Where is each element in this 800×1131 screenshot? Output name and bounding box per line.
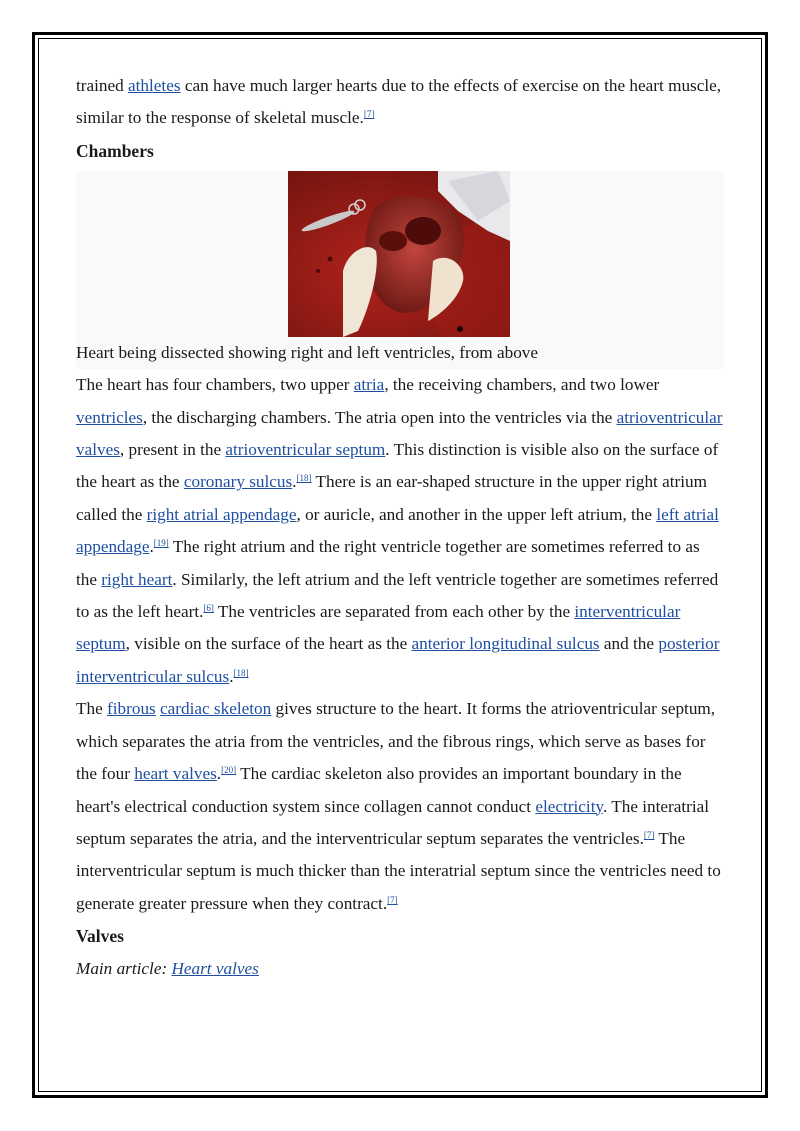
ref-7[interactable]: [7] <box>643 829 655 840</box>
text: . Similarly, the left atrium and the left ventricle together are sometimes referred to as the left heart. <box>76 569 719 622</box>
heart-dissection-image <box>288 171 510 337</box>
heart-dissection-photo-icon <box>288 171 510 337</box>
link-heart-valves-article[interactable]: Heart valves <box>171 958 259 978</box>
text: . <box>229 666 234 686</box>
link-heart-valves[interactable]: heart valves <box>134 764 217 784</box>
link-posterior-interventricular-sulcus[interactable]: posterior interventricular sulcus <box>76 634 720 686</box>
text: , the discharging chambers. The atria open into the ventricles via the <box>142 407 617 427</box>
heading-chambers: Chambers <box>76 140 154 161</box>
main-article-prefix: Main article: <box>76 958 172 978</box>
text: The <box>76 699 108 719</box>
text: . The interatrial septum separates the atria, and the interventricular septum separates the ventricles. <box>76 796 710 848</box>
text: The ventricles are separated from each other by the <box>213 602 575 622</box>
link-athletes[interactable]: athletes <box>128 76 181 95</box>
paragraph-athletes <box>76 70 724 135</box>
figure-caption: Heart being dissected showing right and left ventricles, from above <box>76 343 539 363</box>
text: . This distinction is visible also on the surface of the heart as the <box>76 440 719 492</box>
link-atrioventricular-valves[interactable]: atrioventricular valves <box>76 407 723 460</box>
link-right-heart[interactable]: right heart <box>101 569 173 589</box>
ref-7[interactable]: [7] <box>387 894 398 905</box>
link-anterior-longitudinal-sulcus[interactable]: anterior longitudinal sulcus <box>411 634 600 654</box>
text: The interventricular septum is much thicker than the interatrial septum since the ventricles need to generate greater pressure when they contract. <box>76 828 721 913</box>
main-article-note <box>76 953 724 985</box>
text: The right atrium and the right ventricle together are sometimes referred to as the <box>76 537 700 589</box>
link-right-atrial-appendage[interactable]: right atrial appendage <box>146 504 297 524</box>
ref-18[interactable]: [18] <box>233 667 249 678</box>
link-fibrous[interactable]: fibrous <box>107 699 156 719</box>
link-electricity[interactable]: electricity <box>535 796 603 816</box>
figure <box>76 171 724 369</box>
text: , visible on the surface of the heart as the <box>125 634 412 654</box>
link-atria[interactable]: atria <box>353 375 385 395</box>
ref-20[interactable]: [20] <box>221 765 237 776</box>
text: . <box>216 764 222 784</box>
text: . <box>292 472 297 492</box>
text: . <box>149 537 154 557</box>
link-cardiac-skeleton[interactable]: cardiac skeleton <box>160 699 272 719</box>
text: , present in the <box>119 440 226 460</box>
link-atrioventricular-septum[interactable]: atrioventricular septum <box>225 440 386 460</box>
link-left-atrial-appendage[interactable]: left atrial appendage <box>76 504 719 557</box>
link-coronary-sulcus[interactable]: coronary sulcus <box>183 472 293 492</box>
text: gives structure to the heart. It forms the atrioventricular septum, which separates the atria from the ventricles, and the fibrous rings, which serve as bases for the four <box>76 699 716 784</box>
ref-6[interactable]: [6] <box>203 603 214 614</box>
ref-19[interactable]: [19] <box>153 538 169 549</box>
text: The cardiac skeleton also provides an important boundary in the heart's electrical conduction system since collagen cannot conduct <box>76 764 682 816</box>
text: The heart has four chambers, two upper <box>76 375 354 395</box>
text: , the receiving chambers, and two lower <box>384 375 660 395</box>
text: , or auricle, and another in the upper left atrium, the <box>296 504 657 524</box>
document-content <box>76 70 724 985</box>
text: can have much larger hearts due to the effects of exercise on the heart muscle, similar to the response of skeletal muscle. <box>76 76 722 128</box>
text: trained <box>76 76 129 95</box>
text: There is an ear-shaped structure in the upper right atrium called the <box>76 472 707 524</box>
heading-valves: Valves <box>76 926 124 947</box>
link-interventricular-septum[interactable]: interventricular septum <box>76 602 681 654</box>
ref-18[interactable]: [18] <box>296 473 312 484</box>
paragraph-cardiac-skeleton <box>76 693 724 920</box>
ref-7[interactable]: [7] <box>363 109 375 120</box>
text: and the <box>599 634 659 654</box>
paragraph-chambers <box>76 369 724 693</box>
link-ventricles[interactable]: ventricles <box>76 407 143 427</box>
